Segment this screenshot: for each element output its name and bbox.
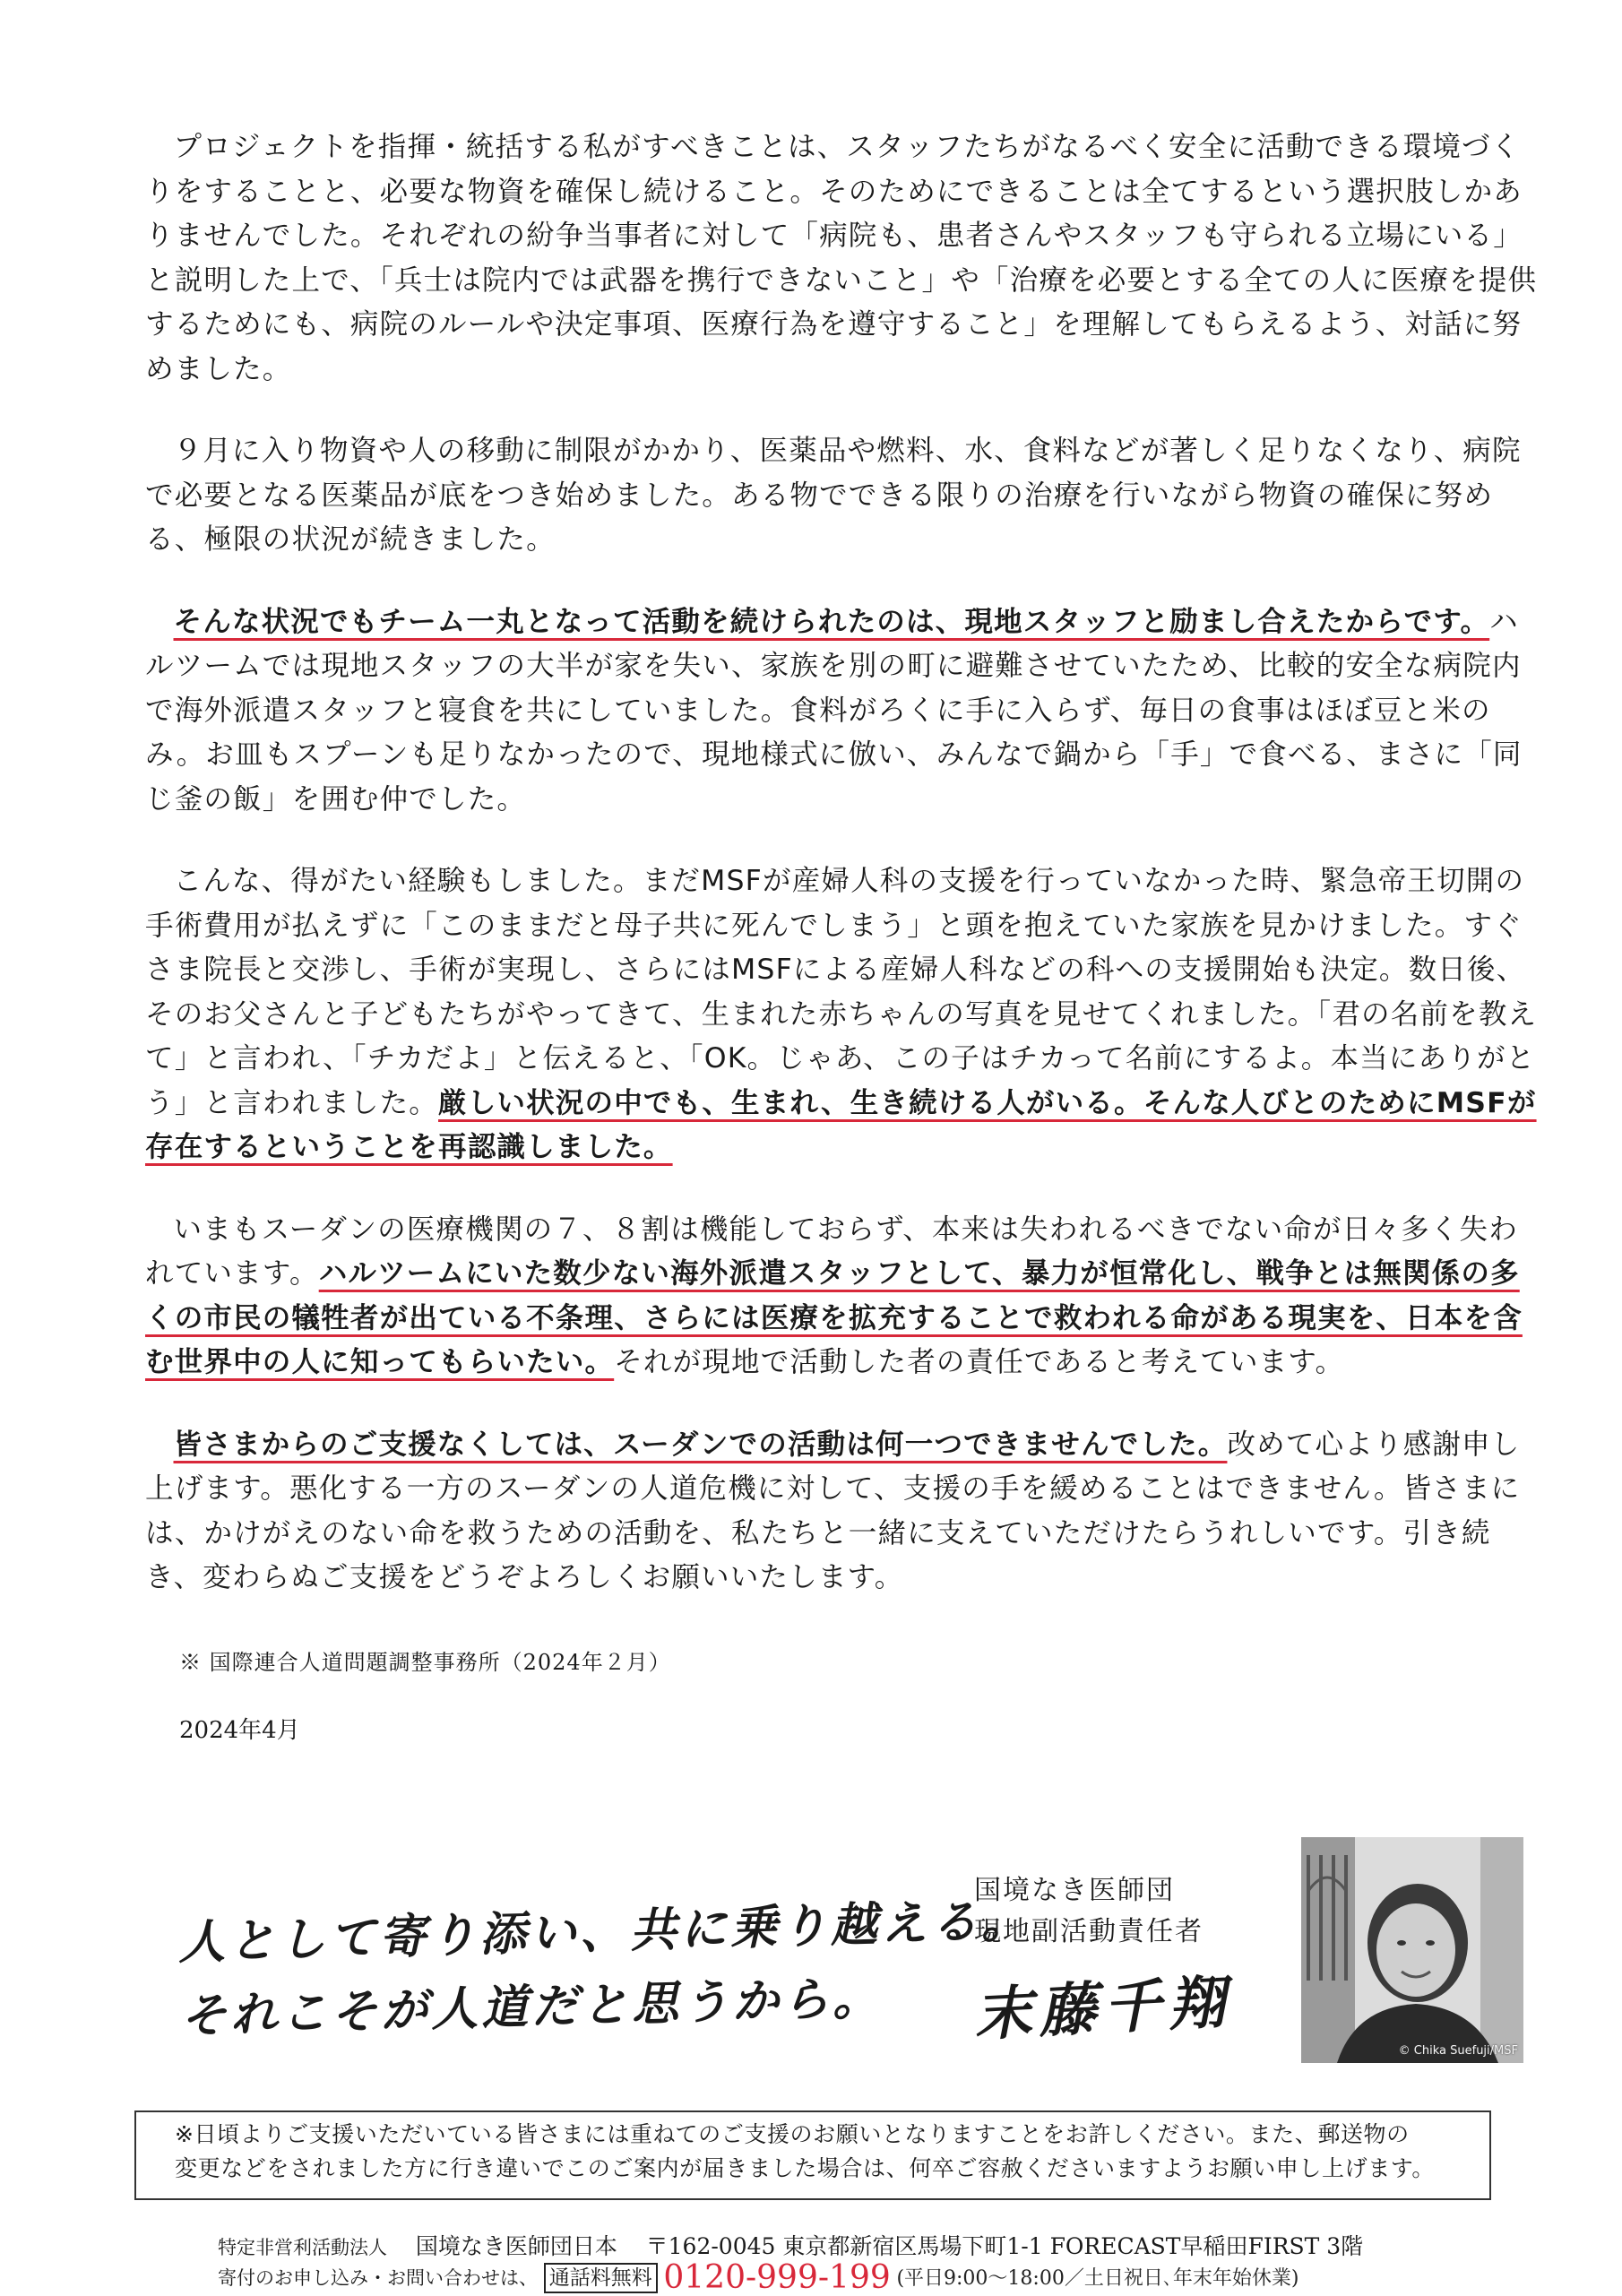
paragraph-5-text-end: それが現地で活動した者の責任であると考えています。: [614, 1346, 1345, 1378]
footer-contact: [218, 2259, 1298, 2296]
paragraph-6-text: 改めて心より感謝申し上げます。悪化する一方のスーダンの人道危機に対して、支援の手を緩めることはできません。皆さまには、かけがえのない命を救うための活動を、私たちと一緒に支えていただけたらうれしいです。引き続き、変わらぬご支援をどうぞよろしくお願いいたします。: [145, 1428, 1521, 1593]
notice-text: [175, 2118, 1465, 2186]
handwritten-line-1: 人として寄り添い、共に乗り越える。: [177, 1894, 1032, 1971]
organization-name: 国境なき医師団: [974, 1875, 1175, 1906]
portrait-illustration: [1301, 1837, 1523, 2063]
notice-line-2: 変更などをされました方に行き違いでこのご案内が届きました場合は、何卒ご容赦くださいますようお願い申し上げます。: [175, 2155, 1436, 2181]
author-photo: [1301, 1837, 1523, 2063]
paragraph-4-text: こんな、得がたい経験もしました。まだMSFが産婦人科の支援を行っていなかった時、緊急帝王切開の手術費用が払えずに「このままだと母子共に死んでしまう」と頭を抱えていた家族を見かけました。すぐさま院長と交渉し、手術が実現し、さらにはMSFによる産婦人科などの科への支援開始も決定。数日後、そのお父さんと子どもたちがやってきて、生まれた赤ちゃんの写真を見せてくれました。「君の名前を教えて」と言われ、「チカだよ」と伝えると、「OK。じゃあ、この子はチカって名前にするよ。本当にありがとう」と言われました。: [145, 865, 1538, 1119]
paragraph-3: [145, 600, 1543, 823]
highlighted-sentence: 皆さまからのご支援なくしては、スーダンでの活動は何一つできませんでした。: [173, 1428, 1228, 1461]
org-type: 特定非営利活動法人: [218, 2237, 387, 2258]
paragraph-5: [145, 1208, 1543, 1385]
handwritten-message: [177, 1885, 1034, 2054]
org-address: 〒162-0045 東京都新宿区馬場下町1-1 FORECAST早稲田FIRST 3階: [645, 2233, 1364, 2259]
phone-number[interactable]: 0120-999-199: [663, 2259, 891, 2296]
toll-free-badge: 通話料無料: [544, 2263, 658, 2293]
author-affiliation: [974, 1870, 1204, 1953]
highlighted-sentence: ハルツームにいた数少ない海外派遣スタッフとして、暴力が恒常化し、戦争とは無関係の多くの市民の犠牲者が出ている不条理、さらには医療を拡充することで救われる命がある現実を、日本を含む世界中の人に知ってもらいたい。: [145, 1257, 1523, 1378]
footer-organization: [218, 2229, 1363, 2261]
paragraph-2-text: ９月に入り物資や人の移動に制限がかかり、医薬品や燃料、水、食料などが著しく足りなくなり、病院で必要となる医薬品が底をつき始めました。ある物でできる限りの治療を行いながら物資の確保に努める、極限の状況が続きました。: [145, 435, 1522, 556]
author-signature: 末藤千翔: [972, 1968, 1235, 2050]
paragraph-2: [145, 429, 1543, 563]
author-role: 現地副活動責任者: [974, 1916, 1204, 1947]
notice-line-1: ※日頃よりご支援いただいている皆さまには重ねてのご支援のお願いとなりますことをお許しください。また、郵送物の: [175, 2121, 1410, 2147]
paragraph-3-text: ハルツームでは現地スタッフの大半が家を失い、家族を別の町に避難させていたため、比較的安全な病院内で海外派遣スタッフと寝食を共にしていました。食料がろくに手に入らず、毎日の食事はほぼ豆と米のみ。お皿もスプーンも足りなかったので、現地様式に倣い、みんなで鍋から「手」で食べる、まさに「同じ釜の飯」を囲む仲でした。: [145, 605, 1523, 816]
paragraph-1-text: プロジェクトを指揮・統括する私がすべきことは、スタッフたちがなるべく安全に活動できる環境づくりをすることと、必要な物資を確保し続けること。そのためにできることは全てするという選択肢しかありませんでした。それぞれの紛争当事者に対して「病院も、患者さんやスタッフも守られる立場にいる」と説明した上で、「兵士は院内では武器を携行できないこと」や「治療を必要とする全ての人に医療を提供するためにも、病院のルールや決定事項、医療行為を遵守すること」を理解してもらえるよう、対話に努めました。: [145, 131, 1538, 385]
paragraph-6: [145, 1423, 1543, 1601]
footnote: ※ 国際連合人道問題調整事務所（2024年２月）: [179, 1650, 671, 1675]
highlighted-sentence: そんな状況でもチーム一丸となって活動を続けられたのは、現地スタッフと励まし合えたからです。: [173, 605, 1490, 638]
handwritten-line-2: それこそが人道だと思うから。: [179, 1971, 884, 2044]
photo-credit: © Chika Suefuji/MSF: [1398, 2044, 1518, 2058]
paragraph-1: [145, 125, 1543, 392]
paragraph-4: [145, 859, 1543, 1170]
paragraph-5-text: いまもスーダンの医療機関の７、８割は機能しておらず、本来は失われるべきでない命が日々多く失われています。: [145, 1213, 1518, 1290]
office-hours: (平日9:00〜18:00／土日祝日､年末年始休業): [896, 2267, 1299, 2290]
org-name: 国境なき医師団日本: [415, 2233, 617, 2259]
highlighted-sentence: 厳しい状況の中でも、生まれ、生き続ける人がいる。そんな人びとのためにMSFが存在するということを再認識しました。: [145, 1086, 1537, 1163]
letter-body: [145, 125, 1543, 1638]
letter-date: 2024年4月: [179, 1717, 300, 1744]
contact-label: 寄付のお申し込み・お問い合わせは、: [218, 2267, 538, 2289]
